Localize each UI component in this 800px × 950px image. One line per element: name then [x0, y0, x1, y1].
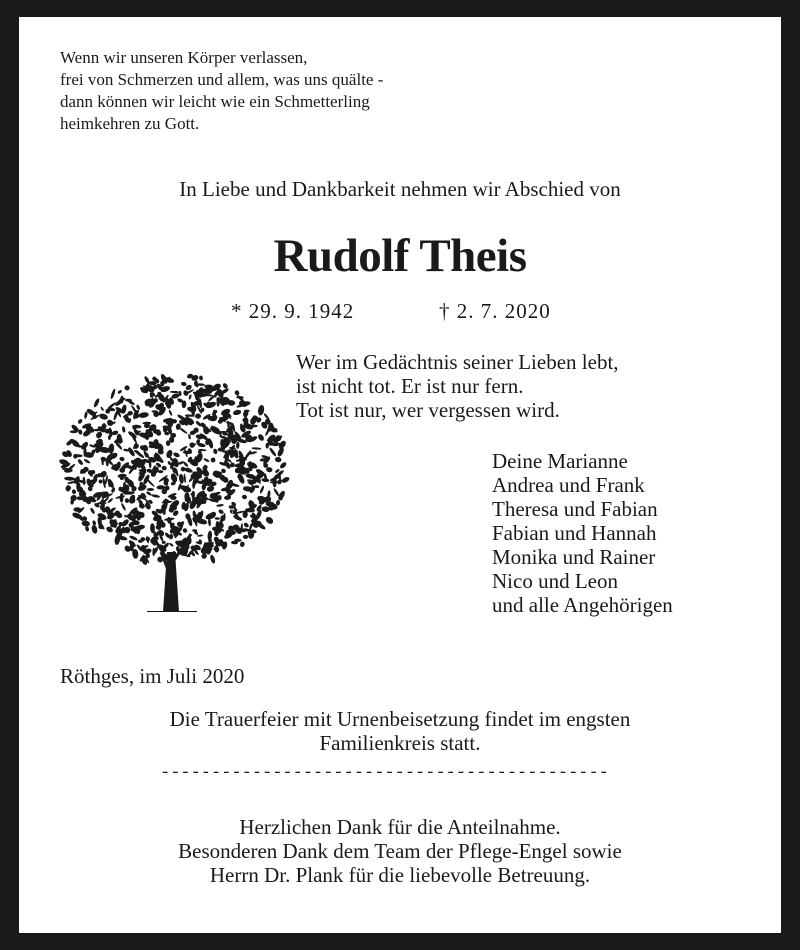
- mourner: Fabian und Hannah: [492, 521, 657, 545]
- poem-line: heimkehren zu Gott.: [60, 114, 200, 133]
- ceremony-line: Familienkreis statt.: [319, 731, 481, 755]
- poem-line: frei von Schmerzen und allem, was uns quälte -: [60, 70, 384, 89]
- mourner: Nico und Leon: [492, 569, 618, 593]
- thanks-line: Herrn Dr. Plank für die liebevolle Betreuung.: [209, 863, 591, 887]
- poem: [60, 47, 383, 135]
- mourner: Andrea und Frank: [492, 473, 645, 497]
- mourner: Deine Marianne: [492, 449, 628, 473]
- mourners-list: [492, 449, 673, 617]
- mourner: Theresa und Fabian: [492, 497, 658, 521]
- memorial-quote: [296, 350, 619, 422]
- mourner: Monika und Rainer: [492, 545, 656, 569]
- place-date: Röthges, im Juli 2020: [60, 664, 245, 688]
- obituary-notice: [19, 17, 781, 933]
- thanks-line: Besonderen Dank dem Team der Pflege-Engel sowie: [178, 839, 622, 863]
- tree-icon: [57, 362, 293, 612]
- death-date: † 2. 7. 2020: [439, 299, 551, 323]
- mourner: und alle Angehörigen: [492, 593, 673, 617]
- thanks-note: [19, 815, 781, 887]
- birth-date: * 29. 9. 1942: [231, 299, 355, 323]
- ceremony-line: Die Trauerfeier mit Urnenbeisetzung findet im engsten: [169, 707, 631, 731]
- quote-line: ist nicht tot. Er ist nur fern.: [296, 374, 524, 398]
- thanks-line: Herzlichen Dank für die Anteilnahme.: [239, 815, 561, 839]
- poem-line: dann können wir leicht wie ein Schmetterling: [60, 92, 370, 111]
- ceremony-notice: [19, 707, 781, 755]
- poem-line: Wenn wir unseren Körper verlassen,: [60, 48, 308, 67]
- separator-line: --------------------------------------------: [160, 764, 609, 783]
- deceased-name: Rudolf Theis: [273, 230, 527, 282]
- quote-line: Tot ist nur, wer vergessen wird.: [296, 398, 560, 422]
- intro-text: In Liebe und Dankbarkeit nehmen wir Abschied von: [179, 177, 621, 201]
- quote-line: Wer im Gedächtnis seiner Lieben lebt,: [296, 350, 619, 374]
